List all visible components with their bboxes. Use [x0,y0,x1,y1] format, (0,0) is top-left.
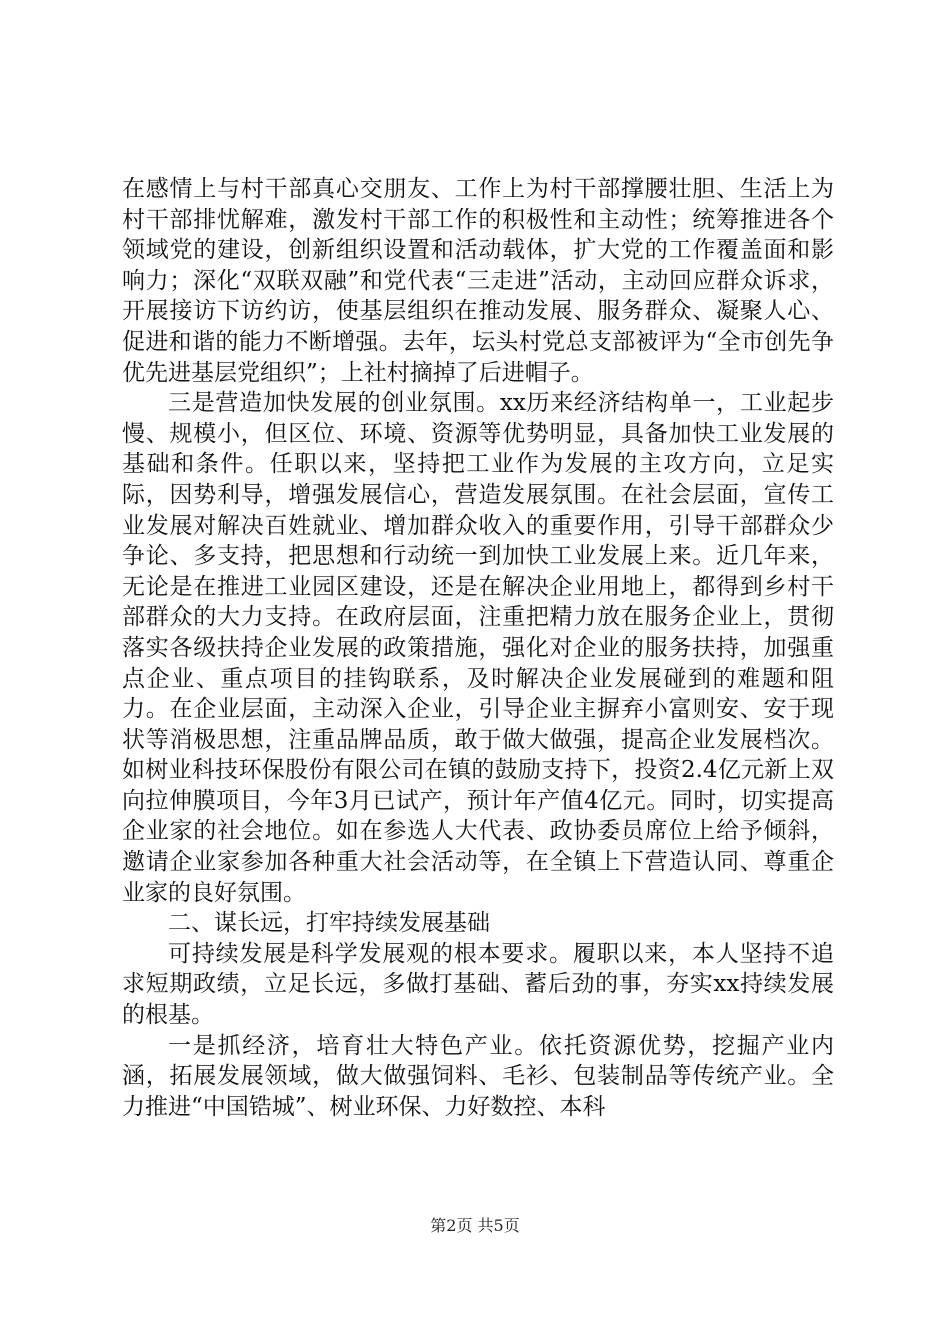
section-heading: 二、谋长远，打牢持续发展基础 [168,910,490,937]
paragraph-3: 可持续发展是科学发展观的根本要求。履职以来，本人坚持不追求短期政绩，立足长远，多做打基础、蓄后劲的事，夯实xx持续发展的根基。 [122,940,834,1029]
paragraph-1: 在感情上与村干部真心交朋友、工作上为村干部撑腰壮胆、生活上为村干部排忧解难，激发村干部工作的积极性和主动性；统筹推进各个领域党的建设，创新组织设置和活动载体，扩大党的工作覆盖面和影响力；深化“双联双融”和党代表“三走进”活动，主动回应群众诉求，开展接访下访约访，使基层组织在推动发展、服务群众、凝聚人心、促进和谐的能力不断增强。去年，坛头村党总支部被评为“全市创先争优先进基层党组织”；上社村摘掉了后进帽子。 [122,176,834,386]
paragraph-4: 一是抓经济，培育壮大特色产业。依托资源优势，挖掘产业内涵，拓展发展领域，做大做强饲料、毛衫、包装制品等传统产业。全力推进“中国锆城”、树业环保、力好数控、本科 [122,1032,834,1120]
document-body [122,174,834,1122]
paragraph-2: 三是营造加快发展的创业氛围。xx历来经济结构单一，工业起步慢、规模小，但区位、环境、资源等优势明显，具备加快工业发展的基础和条件。任职以来，坚持把工业作为发展的主攻方向，立足实际，因势利导，增强发展信心，营造发展氛围。在社会层面，宣传工业发展对解决百姓就业、增加群众收入的重要作用，引导干部群众少争论、多支持，把思想和行动统一到加快工业发展上来。近几年来，无论是在推进工业园区建设，还是在解决企业用地上，都得到乡村干部群众的大力支持。在政府层面，注重把精力放在服务企业上，贯彻落实各级扶持企业发展的政策措施，强化对企业的服务扶持，加强重点企业、重点项目的挂钩联系，及时解决企业发展碰到的难题和阻力。在企业层面，主动深入企业，引导企业主摒弃小富则安、安于现状等消极思想，注重品牌品质，敢于做大做强，提高企业发展档次。如树业科技环保股份有限公司在镇的鼓励支持下，投资2.4亿元新上双向拉伸膜项目，今年3月已试产，预计年产值4亿元。同时，切实提高企业家的社会地位。如在参选人大代表、政协委员席位上给予倾斜，邀请企业家参加各种重大社会活动等，在全镇上下营造认同、尊重企业家的良好氛围。 [122,390,834,906]
page-number: 第2页 共5页 [430,1216,520,1235]
